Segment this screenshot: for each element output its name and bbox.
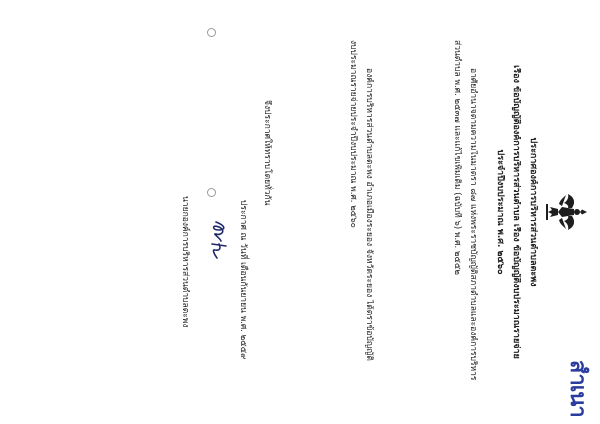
- paragraph-line: อาศัยอำนาจตามความในมาตรา ๘๗ แห่งพระราชบัญญัติสภาตำบลและองค์การบริหาร: [468, 68, 478, 381]
- title-line: ประกาศองค์การบริหารส่วนตำบลตะพง: [528, 137, 538, 287]
- paragraph-line: [310, 40, 326, 384]
- announcement-date: ประกาศ ณ วันที่ เดือนกันยายน พ.ศ. ๒๕๕๙: [238, 200, 248, 360]
- paragraph-authority: [382, 40, 478, 384]
- copy-stamp: สำเนา: [565, 360, 590, 417]
- punch-hole-icon: [207, 28, 216, 37]
- paragraph-line: [398, 40, 414, 384]
- paragraph-line: [414, 40, 430, 384]
- paragraph-line: ส่วนตำบล พ.ศ. ๒๕๓๗ และแก้ไขเพิ่มเติม (ฉบับที่ ๖) พ.ศ. ๒๕๕๒: [452, 40, 462, 276]
- title-line: ประจำปีงบประมาณ พ.ศ. ๒๕๖๐: [495, 149, 505, 275]
- title-line: เรื่อง ข้อบัญญัติองค์การบริหารส่วนตำบล เรื่อง ข้อบัญญัติงบประมาณรายจ่าย: [511, 65, 521, 359]
- paragraph-line: องค์การบริหารส่วนตำบลตะพง อำเภอเมืองระยอง จังหวัดระยอง ได้ตราข้อบัญญัติ: [364, 68, 374, 361]
- paragraph-line: [278, 40, 294, 384]
- paragraph-line: [382, 40, 398, 384]
- paragraph-enactment: [278, 40, 374, 384]
- closing-line: จึงประกาศให้ทราบโดยทั่วกัน: [262, 100, 272, 206]
- garuda-emblem-icon: [544, 192, 590, 232]
- paragraph-line: [430, 40, 446, 384]
- signature-icon: [208, 218, 230, 274]
- paragraph-line: [326, 40, 342, 384]
- paragraph-line: งบประมาณรายจ่ายประจำปีงบประมาณ พ.ศ. ๒๕๖๐: [348, 40, 358, 228]
- signer-position: นายกองค์การบริหารส่วนตำบลตะพง: [180, 196, 190, 328]
- paragraph-line: [294, 40, 310, 384]
- punch-hole-icon: [207, 188, 216, 197]
